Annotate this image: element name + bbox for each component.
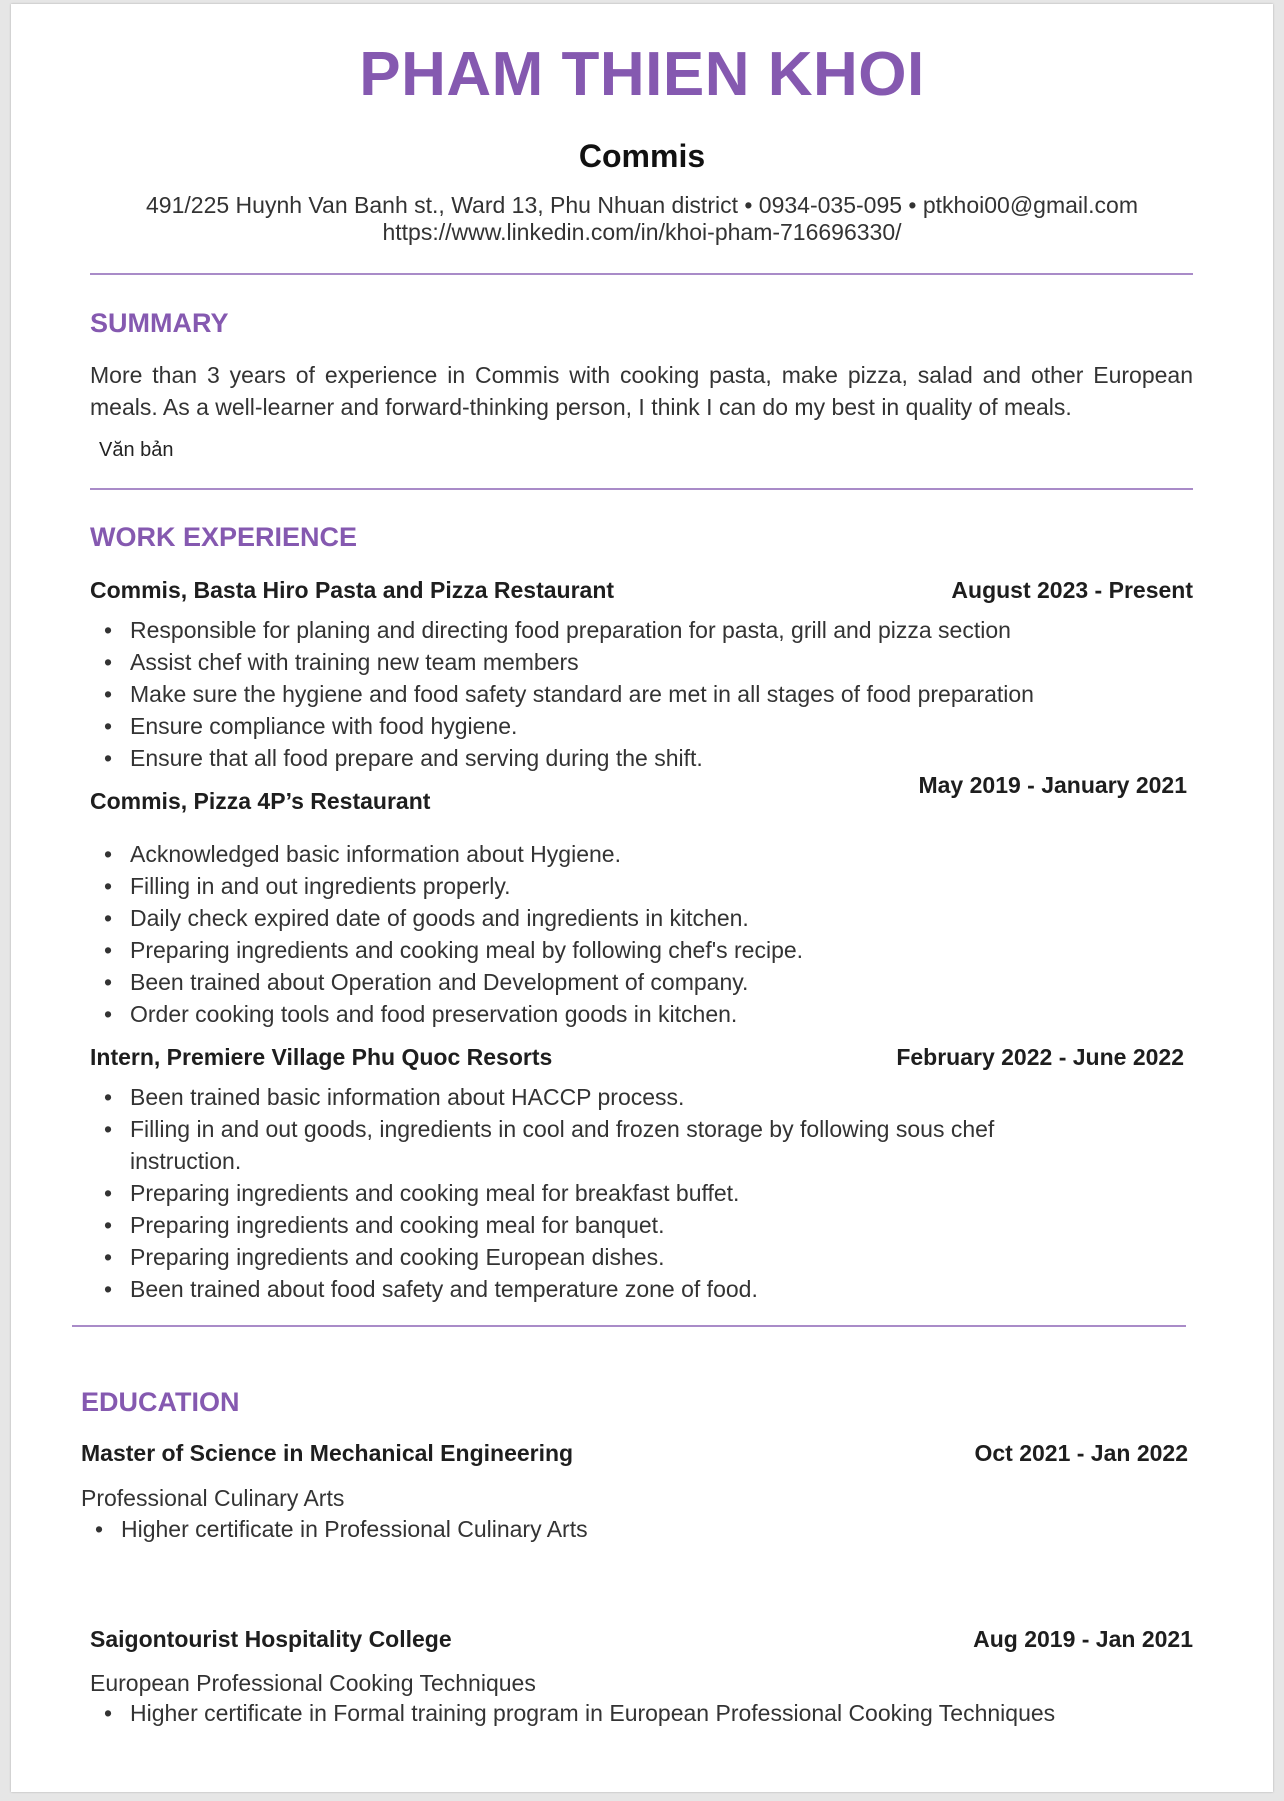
list-item: • Preparing ingredients and cooking European dishes.: [90, 1241, 1100, 1273]
list-item: • Filling in and out ingredients properly.: [90, 870, 1200, 902]
job-title: Commis: [578, 138, 706, 174]
work-experience-heading: WORK EXPERIENCE: [90, 522, 358, 552]
list-item: • Ensure compliance with food hygiene.: [90, 710, 1200, 742]
divider: [72, 1325, 1186, 1327]
divider: [90, 488, 1193, 490]
job-title-1: Commis, Basta Hiro Pasta and Pizza Restaurant: [90, 577, 615, 603]
list-item: • Higher certificate in Formal training program in European Professional Cooking Techniques: [90, 1697, 1200, 1729]
education-date-2: Aug 2019 - Jan 2021: [973, 1626, 1193, 1652]
contact-info: [11, 192, 1273, 246]
list-item: • Preparing ingredients and cooking meal for banquet.: [90, 1209, 1100, 1241]
education-title-2: Saigontourist Hospitality College: [90, 1626, 452, 1652]
list-item: • Ensure that all food prepare and serving during the shift.: [90, 742, 1200, 774]
education-heading: EDUCATION: [81, 1387, 240, 1417]
list-item: • Daily check expired date of goods and ingredients in kitchen.: [90, 902, 1200, 934]
education-date-1: Oct 2021 - Jan 2022: [974, 1440, 1188, 1466]
job-date-1: August 2023 - Present: [951, 577, 1193, 603]
job-bullets-2: [90, 838, 1200, 1030]
list-item: • Acknowledged basic information about Hygiene.: [90, 838, 1200, 870]
list-item: • Been trained about Operation and Development of company.: [90, 966, 1200, 998]
list-item: • Higher certificate in Professional Culinary Arts: [81, 1513, 1181, 1545]
list-item: • Order cooking tools and food preservation goods in kitchen.: [90, 998, 1200, 1030]
summary-heading: SUMMARY: [90, 308, 229, 338]
job-title-2: Commis, Pizza 4P’s Restaurant: [90, 788, 431, 814]
summary-text: More than 3 years of experience in Commis with cooking pasta, make pizza, salad and other European meals. As a well-learner and forward-thinking person, I think I can do my best in quality of meals.: [90, 362, 1193, 420]
list-item: • Been trained about food safety and temperature zone of food.: [90, 1273, 1100, 1305]
contact-address-phone-email: 491/225 Huynh Van Banh st., Ward 13, Phu Nhuan district • 0934-035-095 • ptkhoi00@gmail.com: [146, 192, 1138, 218]
list-item: • Preparing ingredients and cooking meal for breakfast buffet.: [90, 1177, 1100, 1209]
linkedin-link[interactable]: https://www.linkedin.com/in/khoi-pham-716696330/: [382, 219, 902, 245]
list-item: • Responsible for planing and directing food preparation for pasta, grill and pizza section: [90, 614, 1200, 646]
education-title-1: Master of Science in Mechanical Engineering: [81, 1440, 574, 1466]
list-item: • Assist chef with training new team members: [90, 646, 1200, 678]
job-bullets-1: [90, 614, 1200, 774]
divider: [90, 273, 1193, 275]
list-item: • Been trained basic information about HACCP process.: [90, 1081, 1100, 1113]
job-title-3: Intern, Premiere Village Phu Quoc Resorts: [90, 1044, 553, 1070]
text-box-label: Văn bản: [99, 439, 174, 461]
job-date-3: February 2022 - June 2022: [896, 1044, 1184, 1070]
candidate-name: PHAM THIEN KHOI: [359, 40, 925, 109]
education-bullets-1: [81, 1513, 1181, 1545]
education-bullets-2: [90, 1697, 1200, 1729]
education-subtitle-2: European Professional Cooking Techniques: [90, 1670, 536, 1696]
resume-page: [11, 4, 1273, 1792]
list-item: • Make sure the hygiene and food safety standard are met in all stages of food preparation: [90, 678, 1200, 710]
list-item: • Filling in and out goods, ingredients in cool and frozen storage by following sous chef instruction.: [90, 1113, 1100, 1177]
list-item: • Preparing ingredients and cooking meal by following chef's recipe.: [90, 934, 1200, 966]
job-bullets-3: [90, 1081, 1100, 1305]
education-subtitle-1: Professional Culinary Arts: [81, 1485, 345, 1511]
job-date-2: May 2019 - January 2021: [918, 772, 1187, 798]
